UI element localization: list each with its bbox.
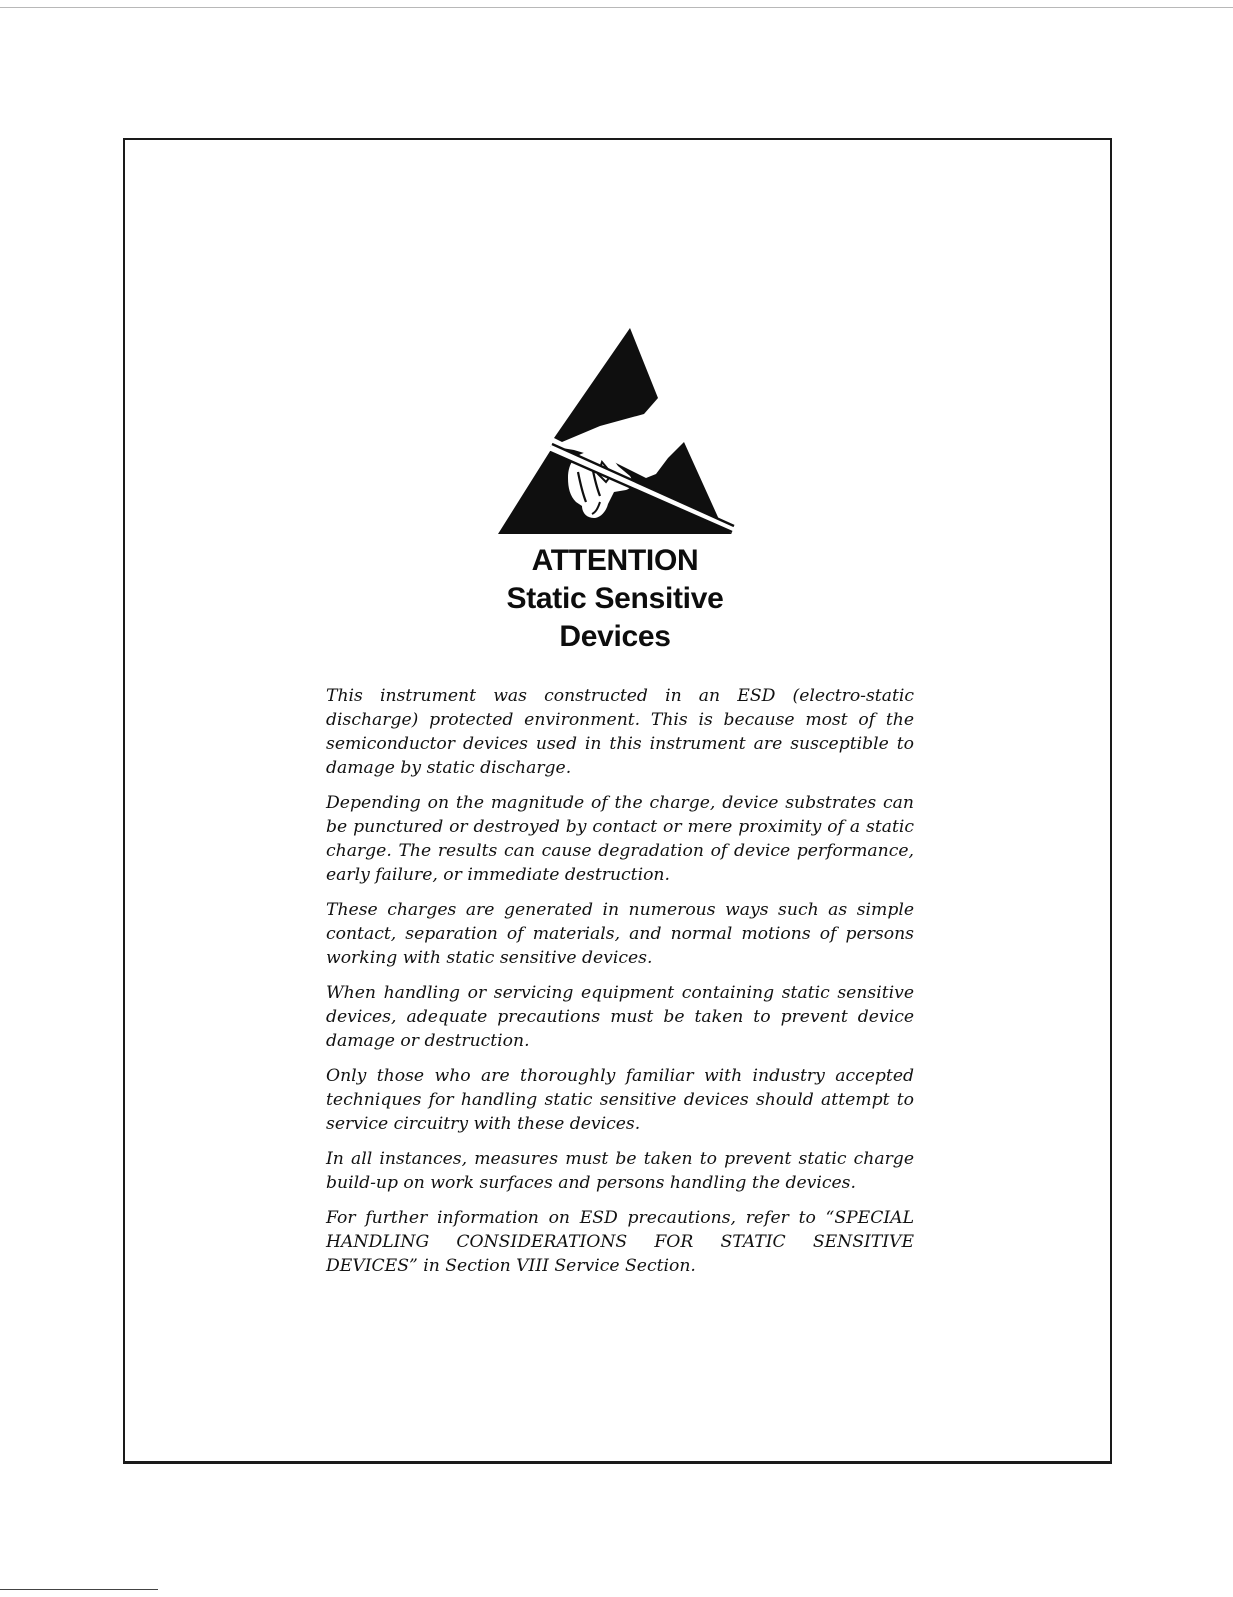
esd-warning-icon [496, 326, 736, 538]
heading-attention: ATTENTION [531, 544, 699, 577]
paragraph-buildup-prevention: In all instances, measures must be taken to prevent static charge build-up on work surfaces and persons handling the devices. [326, 1149, 914, 1193]
paragraph-handling-precautions: When handling or servicing equipment containing static sensitive devices, adequate precautions must be taken to prevent device damage or destruction. [326, 983, 914, 1051]
bottom-page-rule [0, 1589, 158, 1590]
top-page-rule [0, 7, 1233, 8]
notice-body [326, 684, 914, 1289]
paragraph-further-information: For further information on ESD precautions, refer to “SPECIAL HANDLING CONSIDERATIONS FOR STATIC SENSITIVE DEVICES” in Section VIII Service Section. [326, 1208, 914, 1276]
attention-heading [440, 542, 790, 656]
paragraph-charge-magnitude: Depending on the magnitude of the charge, device substrates can be punctured or destroyed by contact or mere proximity of a static charge. The results can cause degradation of device performance, early failure, or immediate destruction. [326, 793, 914, 885]
paragraph-qualified-personnel: Only those who are thoroughly familiar with industry accepted techniques for handling static sensitive devices should attempt to service circuitry with these devices. [326, 1066, 914, 1134]
heading-devices: Devices [559, 620, 671, 653]
paragraph-charge-generation: These charges are generated in numerous ways such as simple contact, separation of materials, and normal motions of persons working with static sensitive devices. [326, 900, 914, 968]
paragraph-esd-environment: This instrument was constructed in an ESD (electro-static discharge) protected environment. This is because most of the semiconductor devices used in this instrument are susceptible to damage by static discharge. [326, 686, 914, 778]
heading-static-sensitive: Static Sensitive [506, 582, 724, 615]
